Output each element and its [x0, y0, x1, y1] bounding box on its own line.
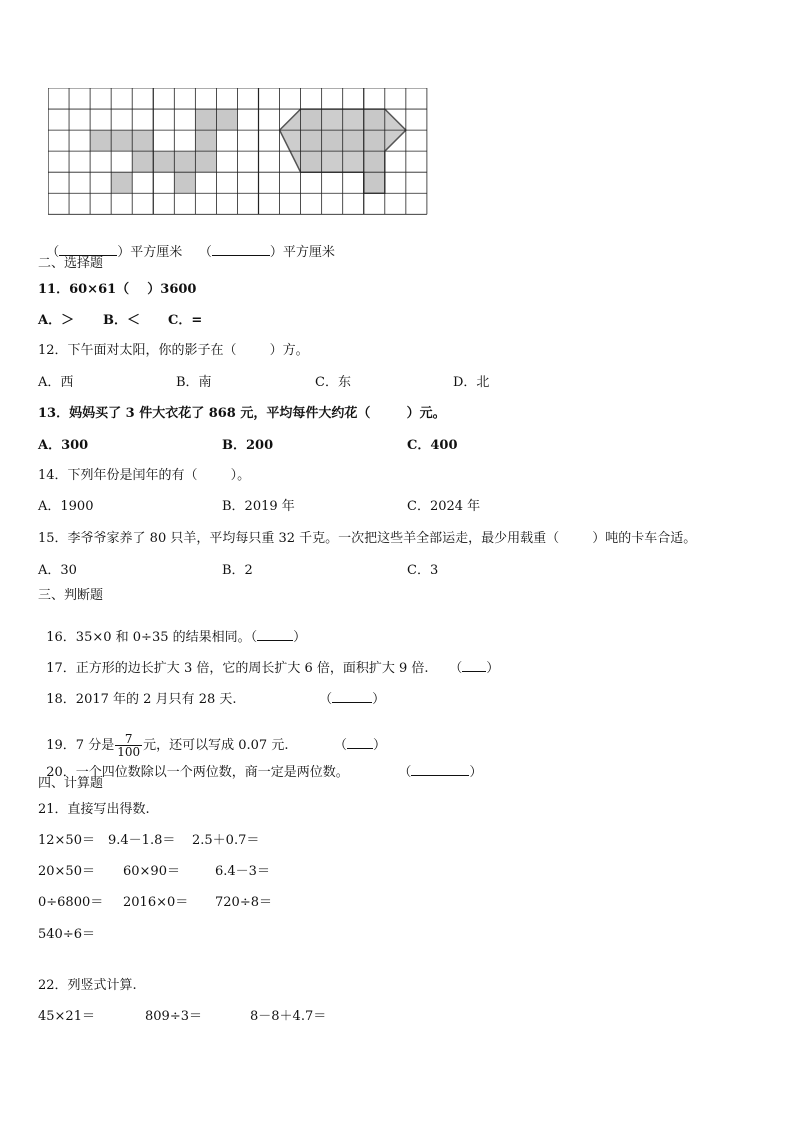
question-17: [38, 645, 499, 677]
shaded-cell: [132, 151, 153, 172]
q18-answer-blank[interactable]: [332, 702, 372, 703]
q14-option-c[interactable]: C．2024 年: [407, 499, 481, 514]
question-12: 12．下午面对太阳，你的影子在（ ）方。: [38, 343, 309, 358]
q17-paren-close: ）: [486, 661, 500, 676]
q11-option-c[interactable]: C．=: [168, 313, 203, 328]
shaded-cell: [174, 151, 195, 172]
question-13: 13．妈妈买了 3 件大衣花了 868 元，平均每件大约花（ ）元。: [38, 406, 446, 421]
q12-option-c[interactable]: C．东: [315, 375, 351, 390]
q20-answer-blank[interactable]: [411, 775, 469, 776]
q15-option-c[interactable]: C．3: [407, 563, 439, 578]
q11-option-b[interactable]: B．＜: [103, 313, 140, 328]
calc-item: 20×50＝: [38, 864, 95, 879]
q13-option-c[interactable]: C．400: [407, 438, 458, 453]
shaded-cell: [195, 151, 216, 172]
question-14: 14．下列年份是闰年的有（ ）。: [38, 468, 251, 483]
question-16: [38, 614, 306, 646]
question-19-text-after: 元，还可以写成 0.07 元.: [143, 738, 334, 753]
q11-option-a[interactable]: A．＞: [38, 313, 75, 328]
q15-option-b[interactable]: B．2: [222, 563, 253, 578]
question-18-text: 18．2017 年的 2 月只有 28 天.: [46, 692, 320, 707]
question-20: [38, 749, 482, 781]
shaded-cell: [90, 130, 111, 151]
calc-item: 2016×0＝: [123, 895, 189, 910]
q16-paren-open: （: [250, 630, 258, 645]
area-answer-close-2: ）平方厘米: [269, 245, 335, 260]
q12-option-d[interactable]: D．北: [453, 375, 490, 390]
shaded-cell: [216, 109, 237, 130]
shaded-cell: [111, 130, 132, 151]
calc-item: 12×50＝: [38, 833, 95, 848]
section-heading-choice: 二、选择题: [38, 256, 104, 271]
question-17-text: 17．正方形的边长扩大 3 倍，它的周长扩大 6 倍，面积扩大 9 倍.: [46, 661, 450, 676]
section-heading-judge: 三、判断题: [38, 588, 104, 603]
q16-paren-close: ）: [293, 630, 307, 645]
area-answer-blank-2[interactable]: [212, 255, 270, 256]
q13-option-a[interactable]: A．300: [38, 438, 89, 453]
q18-paren-close: ）: [372, 692, 386, 707]
shaded-cell: [195, 130, 216, 151]
q15-option-a[interactable]: A．30: [38, 563, 77, 578]
q19-paren-close: ）: [372, 738, 386, 753]
shaded-cell: [174, 172, 195, 193]
q14-option-b[interactable]: B．2019 年: [222, 499, 295, 514]
fraction-numerator: 7: [115, 733, 142, 746]
q17-paren-open: （: [449, 661, 463, 676]
q17-answer-blank[interactable]: [462, 671, 486, 672]
question-11: 11．60×61（ ）3600: [38, 282, 197, 297]
calc-item: 720÷8＝: [215, 895, 272, 910]
shaded-cell: [132, 130, 153, 151]
question-20-text: 20．一个四位数除以一个两位数，商一定是两位数。: [46, 765, 399, 780]
calc-item: 6.4－3＝: [215, 864, 270, 879]
vertical-calc-item: 809÷3＝: [145, 1009, 202, 1024]
vertical-calc-item: 45×21＝: [38, 1009, 95, 1024]
area-answer-open-1: （: [46, 245, 60, 260]
question-15: 15．李爷爷家养了 80 只羊，平均每只重 32 千克。一次把这些羊全部运走，最少用载重（ ）吨的卡车合适。: [38, 531, 697, 546]
shaded-cell: [195, 109, 216, 130]
calc-item: 60×90＝: [123, 864, 180, 879]
question-19-text-before: 19．7 分是: [46, 738, 115, 753]
calc-item: 0÷6800＝: [38, 895, 104, 910]
q12-option-a[interactable]: A．西: [38, 375, 74, 390]
q20-paren-close: ）: [469, 765, 483, 780]
question-16-text: 16．35×0 和 0÷35 的结果相同。: [46, 630, 251, 645]
vertical-calc-item: 8－8＋4.7＝: [250, 1009, 327, 1024]
q19-paren-open: （: [333, 738, 347, 753]
area-answer-close-1: ）平方厘米: [117, 245, 183, 260]
grid-figure: [48, 88, 428, 216]
q18-paren-open: （: [319, 692, 333, 707]
calc-item: 9.4－1.8＝: [108, 833, 176, 848]
shaded-cell: [153, 151, 174, 172]
question-18: [38, 676, 385, 708]
shaded-cell: [111, 172, 132, 193]
area-answer-open-2: （: [198, 245, 212, 260]
section-heading-calc: 四、计算题: [38, 776, 104, 791]
fraction-denominator: 100: [117, 745, 141, 759]
calc-item: 540÷6＝: [38, 927, 95, 942]
q20-paren-open: （: [398, 765, 412, 780]
q13-option-b[interactable]: B．200: [222, 438, 274, 453]
q12-option-b[interactable]: B．南: [176, 375, 212, 390]
calc-item: 2.5＋0.7＝: [192, 833, 260, 848]
q16-answer-blank[interactable]: [257, 640, 293, 641]
question-22-title: 22．列竖式计算.: [38, 978, 137, 993]
q14-option-a[interactable]: A．1900: [38, 499, 94, 514]
question-21-title: 21．直接写出得数.: [38, 802, 150, 817]
